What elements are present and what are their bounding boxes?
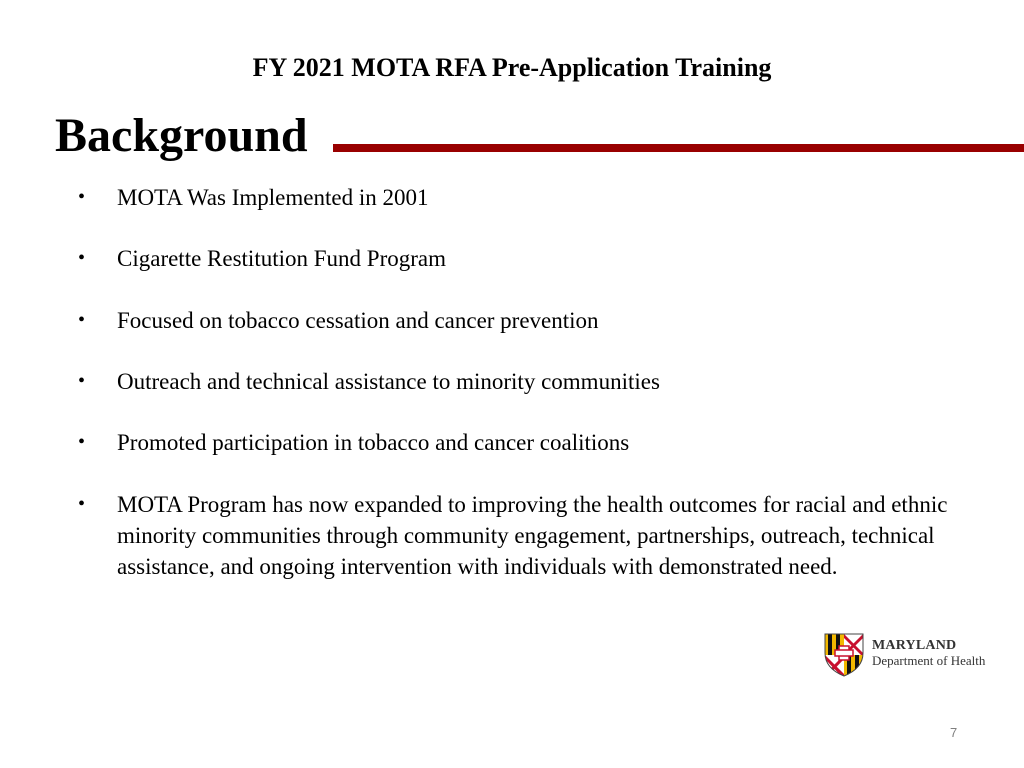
slide-header: FY 2021 MOTA RFA Pre-Application Training bbox=[252, 53, 772, 82]
bullet-marker: • bbox=[78, 247, 86, 269]
list-item bbox=[78, 305, 1007, 336]
list-item bbox=[78, 489, 1002, 582]
page-number: 7 bbox=[950, 725, 958, 740]
bullet-text: Promoted participation in tobacco and cancer coalitions bbox=[117, 430, 630, 455]
logo-line-department: Department of Health bbox=[872, 653, 986, 668]
logo-wordmark bbox=[872, 638, 985, 668]
maryland-department-of-health-logo bbox=[822, 630, 1002, 678]
bullet-marker: • bbox=[78, 370, 86, 392]
maryland-flag-shield-icon bbox=[822, 631, 866, 677]
slide-heading: Background bbox=[55, 109, 308, 162]
bullet-marker: • bbox=[78, 431, 86, 453]
list-item bbox=[78, 366, 1007, 397]
bullet-text: MOTA Was Implemented in 2001 bbox=[117, 185, 429, 210]
bullet-text: MOTA Program has now expanded to improving the health outcomes for racial and ethnic minority communities through community engagement, partnerships, outreach, technical assistance, and ongoing intervention with individuals with demonstrated need. bbox=[117, 492, 948, 579]
bullet-marker: • bbox=[78, 493, 86, 515]
logo-line-maryland: MARYLAND bbox=[872, 638, 957, 653]
list-item bbox=[78, 427, 1007, 458]
bullet-marker: • bbox=[78, 186, 86, 208]
bullet-text: Outreach and technical assistance to minority communities bbox=[117, 369, 660, 394]
bullet-text: Cigarette Restitution Fund Program bbox=[117, 246, 446, 271]
list-item bbox=[78, 182, 1007, 213]
list-item bbox=[78, 243, 1007, 274]
bullet-marker: • bbox=[78, 309, 86, 331]
bullet-text: Focused on tobacco cessation and cancer prevention bbox=[117, 308, 599, 333]
